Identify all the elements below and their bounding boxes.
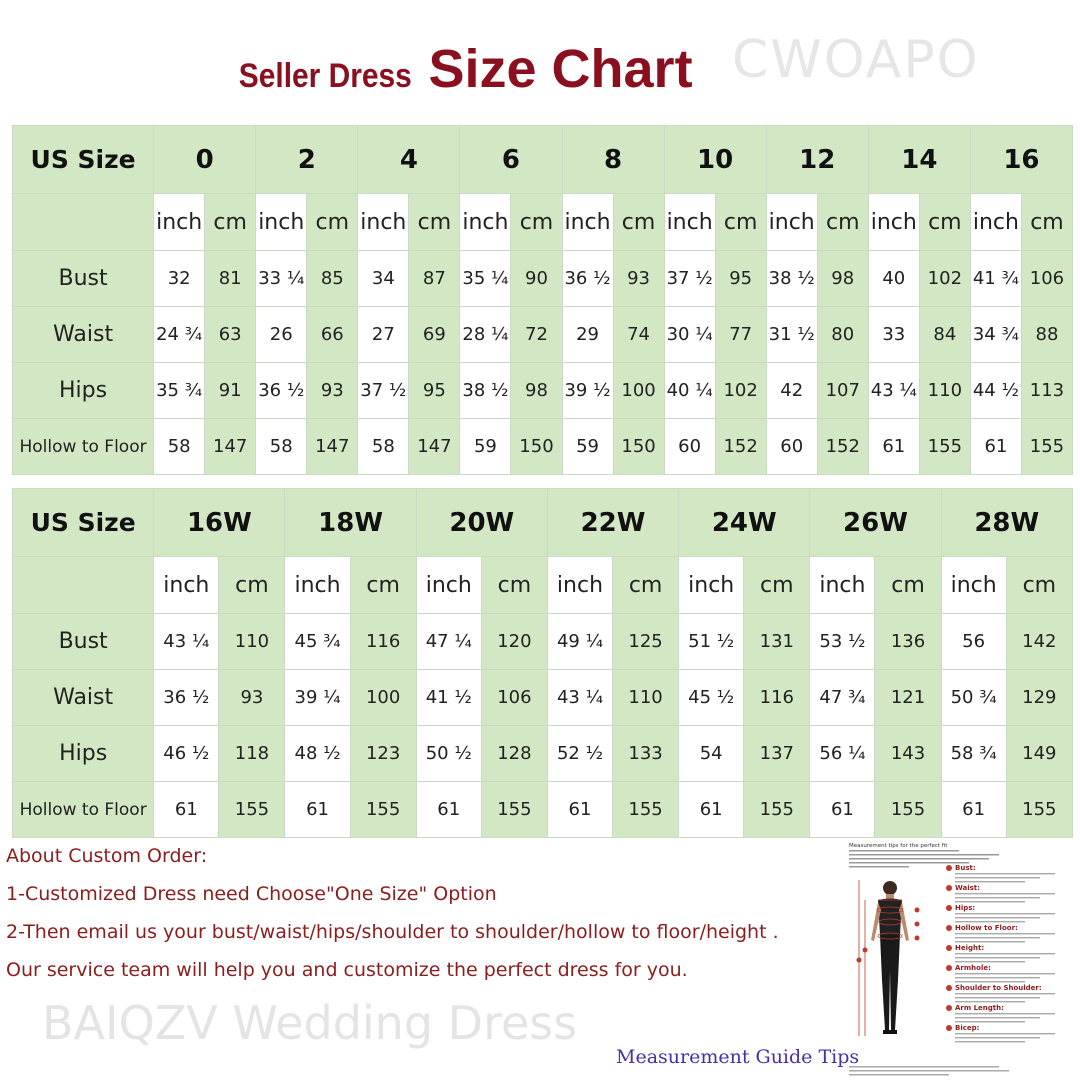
value-cm: 133 [613,726,679,782]
guide-item-text-line [955,1033,1055,1034]
size-header: 6 [460,126,562,194]
value-inch: 58 [358,419,409,475]
table-row [13,614,1073,670]
value-cm: 155 [875,782,941,838]
value-inch: 32 [154,251,205,307]
guide-items [946,864,1055,1042]
guide-item-text-line [955,993,1055,994]
guide-caption: Measurement Guide Tips [616,1046,860,1068]
guide-item-marker [946,1005,952,1011]
value-inch: 46 ½ [154,726,219,782]
unit-inch: inch [285,557,350,614]
row-label: Hollow to Floor [13,782,154,838]
size-header: 8 [562,126,664,194]
unit-inch: inch [154,194,205,251]
unit-inch: inch [941,557,1006,614]
value-cm: 95 [409,363,460,419]
value-inch: 29 [562,307,613,363]
value-cm: 102 [715,363,766,419]
size-header: 10 [664,126,766,194]
row-label: Hips [13,726,154,782]
value-inch: 61 [868,419,919,475]
value-cm: 125 [613,614,679,670]
watermark-bottom: BAIQZV Wedding Dress [42,996,578,1050]
value-cm: 77 [715,307,766,363]
value-inch: 47 ¼ [416,614,481,670]
value-inch: 38 ½ [766,251,817,307]
value-cm: 120 [481,614,547,670]
unit-inch: inch [416,557,481,614]
value-cm: 150 [613,419,664,475]
value-inch: 61 [810,782,875,838]
size-header: 12 [766,126,868,194]
value-cm: 69 [409,307,460,363]
value-inch: 38 ½ [460,363,511,419]
guide-item-marker [946,945,952,951]
value-cm: 143 [875,726,941,782]
value-inch: 35 ¾ [154,363,205,419]
unit-cm: cm [613,194,664,251]
value-inch: 58 [256,419,307,475]
guide-item-label: Armhole: [955,964,991,972]
value-inch: 56 [941,614,1006,670]
value-cm: 106 [481,670,547,726]
title-main: Size Chart [428,39,693,99]
guide-item-text-line [955,1021,1025,1022]
value-cm: 128 [481,726,547,782]
guide-item-text-line [955,881,1025,882]
value-inch: 50 ½ [416,726,481,782]
guide-item-text-line [955,941,1025,942]
table-row [13,363,1073,419]
value-inch: 61 [941,782,1006,838]
unit-inch: inch [664,194,715,251]
size-header: 16 [970,126,1072,194]
value-inch: 41 ¾ [970,251,1021,307]
guide-item-text-line [955,937,1040,938]
value-inch: 37 ½ [358,363,409,419]
size-header: 20W [416,489,547,557]
value-cm: 116 [744,670,810,726]
value-inch: 34 [358,251,409,307]
value-cm: 93 [219,670,285,726]
notes-line-3: Our service team will help you and customize the perfect dress for you. [6,959,688,981]
value-cm: 142 [1006,614,1072,670]
value-cm: 100 [350,670,416,726]
value-inch: 30 ¼ [664,307,715,363]
value-cm: 152 [715,419,766,475]
value-inch: 43 ¼ [868,363,919,419]
value-cm: 63 [205,307,256,363]
value-cm: 98 [511,363,562,419]
size-header: 16W [154,489,285,557]
table-row [13,419,1073,475]
notes-line-1: 1-Customized Dress need Choose"One Size" Option [6,883,497,905]
unit-cm: cm [511,194,562,251]
unit-cm: cm [1021,194,1072,251]
value-cm: 110 [613,670,679,726]
value-inch: 33 [868,307,919,363]
value-inch: 58 ¾ [941,726,1006,782]
guide-item-text-line [955,913,1055,914]
value-cm: 91 [205,363,256,419]
guide-item-text-line [955,973,1055,974]
value-cm: 102 [919,251,970,307]
us-size-label: US Size [13,126,154,194]
guide-item-marker [946,965,952,971]
value-inch: 24 ¾ [154,307,205,363]
value-cm: 155 [219,782,285,838]
value-inch: 61 [154,782,219,838]
size-header: 22W [547,489,678,557]
value-cm: 84 [919,307,970,363]
value-cm: 81 [205,251,256,307]
table-row [13,726,1073,782]
value-cm: 155 [350,782,416,838]
row-label: Bust [13,614,154,670]
unit-cm: cm [1006,557,1072,614]
value-cm: 95 [715,251,766,307]
value-inch: 60 [664,419,715,475]
value-inch: 50 ¾ [941,670,1006,726]
value-inch: 59 [562,419,613,475]
unit-inch: inch [547,557,612,614]
value-inch: 43 ¼ [154,614,219,670]
guide-item-text-line [955,897,1040,898]
size-header: 28W [941,489,1072,557]
row-label: Waist [13,670,154,726]
size-header: 18W [285,489,416,557]
unit-inch: inch [256,194,307,251]
guide-item-label: Waist: [955,884,980,892]
value-cm: 155 [481,782,547,838]
value-inch: 40 [868,251,919,307]
guide-item-text-line [955,893,1055,894]
value-inch: 28 ¼ [460,307,511,363]
guide-item-label: Hips: [955,904,976,912]
guide-item-text-line [955,977,1040,978]
value-inch: 61 [679,782,744,838]
value-cm: 87 [409,251,460,307]
unit-cm: cm [715,194,766,251]
value-cm: 155 [744,782,810,838]
value-cm: 147 [307,419,358,475]
value-inch: 53 ½ [810,614,875,670]
guide-item-marker [946,865,952,871]
value-inch: 61 [416,782,481,838]
value-inch: 48 ½ [285,726,350,782]
value-cm: 107 [817,363,868,419]
table-row [13,670,1073,726]
value-inch: 52 ½ [547,726,612,782]
unit-inch: inch [679,557,744,614]
value-inch: 33 ¼ [256,251,307,307]
notes-line-2: 2-Then email us your bust/waist/hips/shoulder to shoulder/hollow to floor/height . [6,921,779,943]
guide-item-label: Height: [955,944,985,952]
value-cm: 110 [919,363,970,419]
guide-item-label: Shoulder to Shoulder: [955,984,1042,992]
guide-item-text-line [955,901,1025,902]
guide-item-marker [946,1025,952,1031]
size-header: 0 [154,126,256,194]
unit-cm: cm [817,194,868,251]
units-blank-cell [13,194,154,251]
value-inch: 45 ¾ [285,614,350,670]
notes-heading: About Custom Order: [6,845,208,867]
value-cm: 110 [219,614,285,670]
value-cm: 129 [1006,670,1072,726]
guide-heading: Measurement tips for the perfect fit [849,843,948,849]
guide-item-text-line [955,1001,1025,1002]
row-label: Bust [13,251,154,307]
value-inch: 42 [766,363,817,419]
value-cm: 93 [307,363,358,419]
guide-item-label: Bicep: [955,1024,980,1032]
value-cm: 80 [817,307,868,363]
value-cm: 113 [1021,363,1072,419]
value-inch: 43 ¼ [547,670,612,726]
value-cm: 106 [1021,251,1072,307]
value-cm: 85 [307,251,358,307]
unit-inch: inch [766,194,817,251]
value-inch: 35 ¼ [460,251,511,307]
guide-item-marker [946,925,952,931]
value-cm: 137 [744,726,810,782]
value-inch: 39 ¼ [285,670,350,726]
size-header: 26W [810,489,941,557]
value-inch: 59 [460,419,511,475]
value-cm: 155 [919,419,970,475]
model-figure-icon [871,881,909,1034]
guide-item-text-line [955,1017,1040,1018]
title-prefix: Seller Dress [239,57,413,95]
value-cm: 123 [350,726,416,782]
value-cm: 147 [409,419,460,475]
unit-inch: inch [460,194,511,251]
value-cm: 66 [307,307,358,363]
size-header: 4 [358,126,460,194]
guide-item-text-line [955,953,1055,954]
value-inch: 37 ½ [664,251,715,307]
unit-inch: inch [562,194,613,251]
value-cm: 90 [511,251,562,307]
value-inch: 56 ¼ [810,726,875,782]
value-cm: 98 [817,251,868,307]
value-inch: 40 ¼ [664,363,715,419]
value-cm: 155 [1006,782,1072,838]
value-inch: 26 [256,307,307,363]
custom-order-notes [6,842,779,994]
unit-cm: cm [744,557,810,614]
size-header: 24W [679,489,810,557]
value-inch: 36 ½ [154,670,219,726]
unit-cm: cm [219,557,285,614]
value-inch: 44 ½ [970,363,1021,419]
value-cm: 100 [613,363,664,419]
guide-item-marker [946,885,952,891]
value-inch: 34 ¾ [970,307,1021,363]
size-chart-table-plus [12,488,1073,838]
value-cm: 88 [1021,307,1072,363]
value-inch: 61 [285,782,350,838]
units-blank-cell [13,557,154,614]
unit-cm: cm [919,194,970,251]
us-size-label: US Size [13,489,154,557]
unit-inch: inch [810,557,875,614]
value-inch: 31 ½ [766,307,817,363]
value-inch: 47 ¾ [810,670,875,726]
value-inch: 41 ½ [416,670,481,726]
value-cm: 155 [613,782,679,838]
value-cm: 147 [205,419,256,475]
unit-inch: inch [970,194,1021,251]
unit-cm: cm [307,194,358,251]
value-inch: 58 [154,419,205,475]
value-cm: 152 [817,419,868,475]
unit-cm: cm [875,557,941,614]
guide-item-label: Bust: [955,864,976,872]
value-cm: 72 [511,307,562,363]
guide-item-text-line [955,957,1040,958]
guide-item-text-line [955,933,1055,934]
value-cm: 121 [875,670,941,726]
watermark-top: CWOAPO [732,30,980,90]
unit-cm: cm [350,557,416,614]
measurement-guide-image [845,840,1075,1080]
row-label: Hollow to Floor [13,419,154,475]
value-cm: 118 [219,726,285,782]
value-inch: 51 ½ [679,614,744,670]
value-cm: 74 [613,307,664,363]
value-inch: 39 ½ [562,363,613,419]
value-cm: 116 [350,614,416,670]
table-row [13,782,1073,838]
guide-item-text-line [955,873,1055,874]
value-cm: 150 [511,419,562,475]
guide-item-text-line [955,921,1025,922]
unit-inch: inch [868,194,919,251]
unit-inch: inch [358,194,409,251]
table-row [13,307,1073,363]
guide-item-marker [946,905,952,911]
unit-cm: cm [613,557,679,614]
value-inch: 36 ½ [562,251,613,307]
table-row [13,251,1073,307]
value-cm: 149 [1006,726,1072,782]
guide-item-text-line [955,981,1025,982]
guide-item-text-line [955,917,1040,918]
size-chart-table-standard [12,125,1073,475]
value-inch: 36 ½ [256,363,307,419]
unit-inch: inch [154,557,219,614]
value-inch: 27 [358,307,409,363]
guide-item-text-line [955,1041,1025,1042]
guide-item-text-line [955,997,1040,998]
value-inch: 61 [970,419,1021,475]
measurement-guide-illustration [845,840,1075,1080]
value-inch: 60 [766,419,817,475]
row-label: Waist [13,307,154,363]
guide-item-marker [946,985,952,991]
guide-item-label: Hollow to Floor: [955,924,1018,932]
value-inch: 61 [547,782,612,838]
size-header: 14 [868,126,970,194]
unit-cm: cm [481,557,547,614]
unit-cm: cm [205,194,256,251]
unit-cm: cm [409,194,460,251]
value-inch: 45 ½ [679,670,744,726]
row-label: Hips [13,363,154,419]
guide-item-text-line [955,1013,1055,1014]
value-cm: 131 [744,614,810,670]
value-cm: 93 [613,251,664,307]
value-inch: 54 [679,726,744,782]
guide-item-text-line [955,1037,1040,1038]
size-header: 2 [256,126,358,194]
guide-item-label: Arm Length: [955,1004,1004,1012]
value-cm: 155 [1021,419,1072,475]
guide-item-text-line [955,961,1025,962]
guide-item-text-line [955,877,1040,878]
value-cm: 136 [875,614,941,670]
value-inch: 49 ¼ [547,614,612,670]
